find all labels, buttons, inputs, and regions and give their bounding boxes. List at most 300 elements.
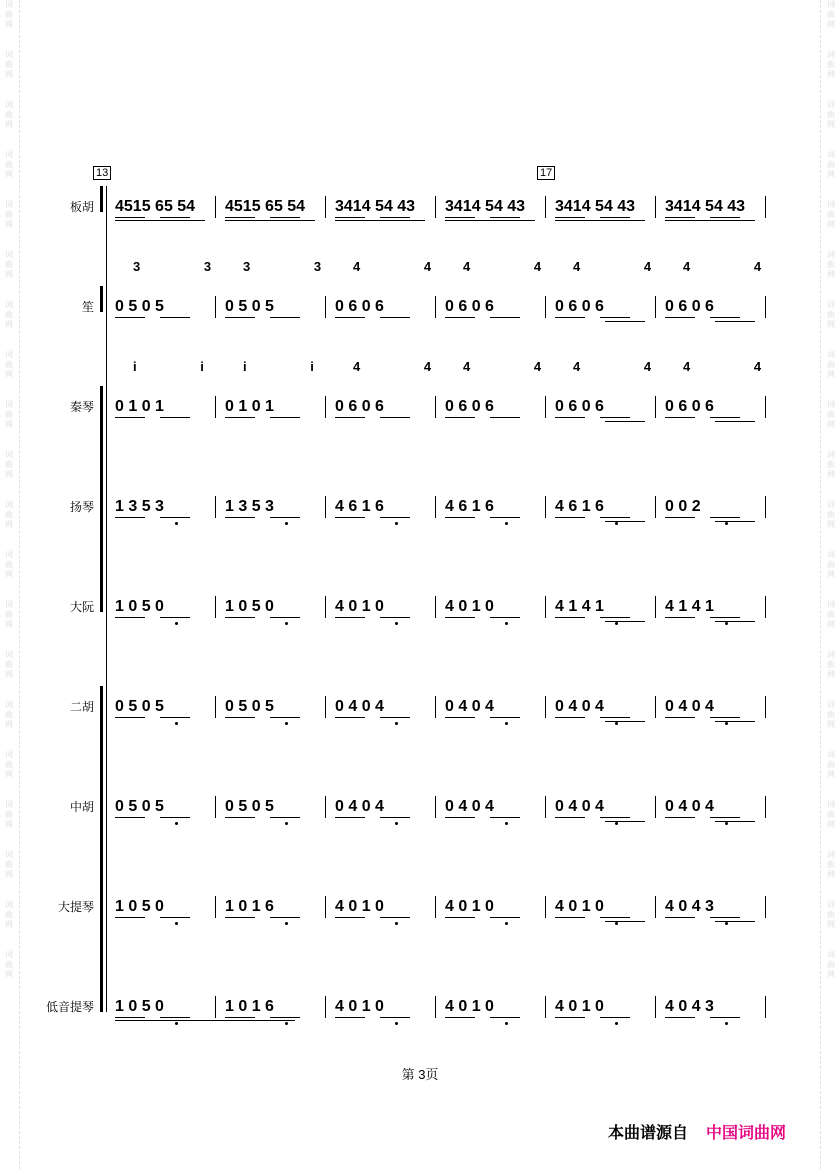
beam-line: [555, 517, 585, 518]
beam-line: [225, 220, 315, 221]
bar-line: [655, 996, 656, 1018]
measure-notes: 1 0 5 0: [115, 898, 164, 915]
measure-notes: 4 1 4 1: [555, 598, 604, 615]
octave-dot: [395, 922, 398, 925]
bar-line: [435, 396, 436, 418]
octave-dot: [395, 522, 398, 525]
instrument-label: 扬琴: [69, 500, 94, 514]
rehearsal-mark-17: 17: [537, 166, 555, 180]
bar-line: [435, 796, 436, 818]
beam-line: [115, 517, 145, 518]
beam-line: [335, 817, 365, 818]
measure-notes: 4 0 1 0: [335, 598, 384, 615]
measure-notes: 0 6 0 6: [555, 298, 604, 315]
beam-line: [555, 220, 645, 221]
rehearsal-mark-13: 13: [93, 166, 111, 180]
measure-notes: 0 4 0 4: [445, 798, 494, 815]
beam-line: [710, 917, 740, 918]
beam-line: [710, 617, 740, 618]
beam-line: [445, 617, 475, 618]
octave-dot: [615, 822, 618, 825]
beam-line: [115, 417, 145, 418]
beam-line: [600, 617, 630, 618]
octave-dot: [725, 922, 728, 925]
beam-line: [225, 817, 255, 818]
bar-line: [435, 596, 436, 618]
beam-line: [600, 1017, 630, 1018]
beam-line: [335, 417, 365, 418]
bar-line: [545, 296, 546, 318]
octave-dot: [725, 722, 728, 725]
beam-line: [115, 317, 145, 318]
bar-line: [545, 996, 546, 1018]
octave-dot: [285, 1022, 288, 1025]
measure-notes: 4 0 1 0: [335, 998, 384, 1015]
beam-line: [160, 617, 190, 618]
beam-line: [270, 417, 300, 418]
measure-notes: 0 6 0 6: [665, 398, 714, 415]
source-credit: [608, 1120, 786, 1143]
bar-line: [545, 896, 546, 918]
beam-line: [380, 917, 410, 918]
measure-notes: 0 6 0 6: [445, 398, 494, 415]
bar-line: [215, 296, 216, 318]
bar-line: [215, 596, 216, 618]
beam-line: [380, 817, 410, 818]
bar-line: [545, 496, 546, 518]
beam-line: [160, 717, 190, 718]
instrument-label: 低音提琴: [45, 1000, 94, 1014]
beam-line: [445, 217, 475, 218]
beam-line: [270, 1017, 300, 1018]
beam-line: [490, 917, 520, 918]
beam-line: [600, 517, 630, 518]
beam-line-double: [715, 921, 755, 922]
beam-line: [270, 917, 300, 918]
beam-line: [380, 517, 410, 518]
beam-line: [710, 717, 740, 718]
beam-line: [270, 617, 300, 618]
instrument-label: 板胡: [69, 200, 94, 214]
bar-line: [215, 896, 216, 918]
beam-line: [490, 417, 520, 418]
beam-line: [380, 617, 410, 618]
octave-dot: [395, 722, 398, 725]
beam-line: [490, 617, 520, 618]
beam-line-double: [715, 321, 755, 322]
measure-notes: 0 1 0 1: [225, 398, 274, 415]
beam-line: [380, 717, 410, 718]
beam-line-double: [605, 321, 645, 322]
octave-dot: [725, 522, 728, 525]
beam-line: [600, 217, 630, 218]
beam-line: [115, 217, 145, 218]
beam-line: [665, 317, 695, 318]
measure-notes: 4 6 1 6: [335, 498, 384, 515]
beam-line: [555, 1017, 585, 1018]
bass-beam-long: [115, 1020, 295, 1021]
beam-line: [600, 817, 630, 818]
measure-notes: 0 1 0 1: [115, 398, 164, 415]
measure-notes: 0 6 0 6: [335, 298, 384, 315]
bar-line: [325, 596, 326, 618]
bar-line: [765, 796, 766, 818]
beam-line: [490, 317, 520, 318]
bar-line: [655, 396, 656, 418]
beam-line: [335, 1017, 365, 1018]
beam-line-double: [605, 521, 645, 522]
instrument-label: 中胡: [69, 800, 94, 814]
chord-upper-notes: 4 4: [463, 359, 572, 374]
octave-dot: [725, 1022, 728, 1025]
measure-notes: 0 4 0 4: [555, 798, 604, 815]
bar-line: [325, 996, 326, 1018]
measure-notes: 4515 65 54: [115, 198, 196, 215]
bar-line: [325, 796, 326, 818]
octave-dot: [615, 1022, 618, 1025]
measure-notes: 0 4 0 4: [335, 698, 384, 715]
bar-line: [765, 896, 766, 918]
octave-dot: [285, 722, 288, 725]
beam-line: [665, 220, 755, 221]
beam-line: [335, 717, 365, 718]
chord-upper-notes: 4 4: [573, 359, 682, 374]
octave-dot: [175, 1022, 178, 1025]
bar-line: [655, 696, 656, 718]
beam-line: [115, 817, 145, 818]
octave-dot: [505, 1022, 508, 1025]
bar-line: [215, 996, 216, 1018]
measure-notes: 0 5 0 5: [115, 698, 164, 715]
measure-notes: 0 4 0 4: [665, 698, 714, 715]
octave-dot: [615, 622, 618, 625]
bar-line: [325, 396, 326, 418]
measure-notes: 0 6 0 6: [445, 298, 494, 315]
beam-line: [115, 1017, 145, 1018]
bar-line: [435, 896, 436, 918]
measure-notes: 1 0 5 0: [225, 598, 274, 615]
system-brace-plucked: [100, 386, 103, 612]
chord-upper-notes: i i: [243, 359, 344, 374]
chord-upper-notes: 4 4: [683, 259, 792, 274]
beam-line: [270, 817, 300, 818]
beam-line: [335, 217, 365, 218]
chord-upper-notes: 4 4: [353, 259, 462, 274]
page-number: 第 3页: [401, 1067, 439, 1082]
beam-line: [600, 317, 630, 318]
measure-notes: 3414 54 43: [335, 198, 416, 215]
instrument-label: 大提琴: [57, 900, 94, 914]
bar-line: [215, 796, 216, 818]
beam-line: [490, 817, 520, 818]
beam-line: [270, 317, 300, 318]
beam-line: [225, 417, 255, 418]
beam-line: [665, 817, 695, 818]
beam-line: [160, 517, 190, 518]
source-site-link[interactable]: 中国词曲网: [706, 1125, 787, 1142]
beam-line: [665, 1017, 695, 1018]
beam-line: [445, 417, 475, 418]
beam-line-double: [715, 421, 755, 422]
bar-line: [765, 596, 766, 618]
measure-notes: 4 0 1 0: [445, 998, 494, 1015]
octave-dot: [505, 522, 508, 525]
octave-dot: [615, 522, 618, 525]
measure-notes: 0 0 2: [665, 498, 701, 515]
octave-dot: [725, 622, 728, 625]
measure-notes: 1 3 5 3: [115, 498, 164, 515]
beam-line: [115, 220, 205, 221]
measure-notes: 4515 65 54: [225, 198, 306, 215]
bar-line: [215, 196, 216, 218]
beam-line: [445, 220, 535, 221]
octave-dot: [175, 822, 178, 825]
beam-line: [115, 717, 145, 718]
measure-notes: 4 6 1 6: [555, 498, 604, 515]
system-brace-banhu: [100, 186, 103, 212]
chord-upper-notes: 4 4: [353, 359, 462, 374]
beam-line: [225, 717, 255, 718]
beam-line: [490, 1017, 520, 1018]
measure-notes: 3414 54 43: [665, 198, 746, 215]
system-line-left: [106, 186, 107, 1012]
measure-notes: 0 4 0 4: [445, 698, 494, 715]
beam-line: [555, 417, 585, 418]
beam-line: [445, 1017, 475, 1018]
octave-dot: [175, 522, 178, 525]
beam-line: [160, 217, 190, 218]
bar-line: [655, 296, 656, 318]
beam-line: [445, 517, 475, 518]
beam-line: [160, 1017, 190, 1018]
system-brace-strings: [100, 686, 103, 1012]
beam-line-double: [605, 821, 645, 822]
bar-line: [655, 896, 656, 918]
chord-upper-notes: 3 3: [133, 259, 242, 274]
beam-line: [225, 617, 255, 618]
beam-line: [490, 517, 520, 518]
measure-notes: 0 5 0 5: [225, 298, 274, 315]
beam-line: [445, 917, 475, 918]
chord-upper-notes: i i: [133, 359, 234, 374]
measure-notes: 0 6 0 6: [335, 398, 384, 415]
beam-line: [380, 317, 410, 318]
beam-line: [335, 220, 425, 221]
measure-notes: 4 6 1 6: [445, 498, 494, 515]
beam-line-double: [605, 921, 645, 922]
beam-line: [710, 517, 740, 518]
bar-line: [325, 296, 326, 318]
beam-line: [380, 1017, 410, 1018]
octave-dot: [285, 822, 288, 825]
beam-line: [270, 717, 300, 718]
beam-line: [225, 517, 255, 518]
chord-upper-notes: 4 4: [573, 259, 682, 274]
chord-upper-notes: 3 3: [243, 259, 352, 274]
bar-line: [435, 496, 436, 518]
beam-line: [445, 717, 475, 718]
bar-line: [655, 596, 656, 618]
octave-dot: [285, 922, 288, 925]
instrument-label: 二胡: [69, 700, 94, 714]
beam-line: [710, 317, 740, 318]
beam-line: [490, 717, 520, 718]
beam-line: [665, 917, 695, 918]
beam-line-double: [715, 821, 755, 822]
watermark-right: 词 曲 网 词 曲 网 词 曲 网 词 曲 网 词 曲 网 词 曲 网 词 曲 网 词 曲 网 词 曲 网 词 曲 网 词 曲 网 词 曲 网 词 曲 网 词 曲 网 词 曲 网 词 曲 网 词 曲 网 词 曲 网 词 曲 网 词 曲 网: [820, 0, 837, 1169]
octave-dot: [285, 522, 288, 525]
measure-notes: 0 6 0 6: [555, 398, 604, 415]
measure-notes: 4 0 4 3: [665, 998, 714, 1015]
beam-line-double: [715, 521, 755, 522]
octave-dot: [285, 622, 288, 625]
beam-line: [710, 817, 740, 818]
octave-dot: [395, 622, 398, 625]
octave-dot: [395, 1022, 398, 1025]
measure-notes: 4 0 1 0: [555, 998, 604, 1015]
beam-line: [555, 617, 585, 618]
bar-line: [325, 496, 326, 518]
bar-line: [545, 196, 546, 218]
bar-line: [545, 596, 546, 618]
beam-line-double: [605, 721, 645, 722]
measure-notes: 1 0 1 6: [225, 998, 274, 1015]
measure-notes: 0 4 0 4: [555, 698, 604, 715]
system-brace-sheng: [100, 286, 103, 312]
measure-notes: 1 3 5 3: [225, 498, 274, 515]
beam-line: [555, 717, 585, 718]
bar-line: [545, 796, 546, 818]
beam-line: [270, 517, 300, 518]
bar-line: [435, 296, 436, 318]
beam-line-double: [605, 421, 645, 422]
beam-line: [115, 917, 145, 918]
beam-line: [665, 617, 695, 618]
beam-line: [160, 317, 190, 318]
beam-line: [160, 817, 190, 818]
beam-line: [710, 417, 740, 418]
octave-dot: [175, 622, 178, 625]
bar-line: [765, 396, 766, 418]
measure-notes: 0 5 0 5: [225, 698, 274, 715]
measure-notes: 4 0 1 0: [445, 898, 494, 915]
bar-line: [765, 996, 766, 1018]
bar-line: [655, 196, 656, 218]
measure-notes: 0 5 0 5: [115, 298, 164, 315]
beam-line: [115, 617, 145, 618]
beam-line: [270, 217, 300, 218]
bar-line: [215, 396, 216, 418]
bar-line: [215, 496, 216, 518]
chord-upper-notes: 4 4: [463, 259, 572, 274]
bar-line: [325, 896, 326, 918]
measure-notes: 4 0 1 0: [335, 898, 384, 915]
instrument-label: 大阮: [69, 600, 94, 614]
beam-line: [225, 1017, 255, 1018]
beam-line: [555, 217, 585, 218]
bar-line: [765, 296, 766, 318]
chord-upper-notes: 4 4: [683, 359, 792, 374]
bar-line: [545, 396, 546, 418]
instrument-label: 笙: [81, 300, 94, 314]
beam-line: [555, 917, 585, 918]
octave-dot: [505, 622, 508, 625]
measure-notes: 0 6 0 6: [665, 298, 714, 315]
beam-line: [335, 517, 365, 518]
bar-line: [655, 796, 656, 818]
beam-line: [665, 417, 695, 418]
measure-notes: 0 5 0 5: [115, 798, 164, 815]
beam-line: [600, 417, 630, 418]
measure-notes: 3414 54 43: [445, 198, 526, 215]
instrument-label: 秦琴: [69, 400, 94, 414]
octave-dot: [615, 922, 618, 925]
bar-line: [435, 196, 436, 218]
beam-line: [335, 317, 365, 318]
beam-line: [445, 317, 475, 318]
beam-line: [335, 617, 365, 618]
bar-line: [765, 196, 766, 218]
measure-notes: 3414 54 43: [555, 198, 636, 215]
beam-line: [665, 217, 695, 218]
bar-line: [435, 696, 436, 718]
measure-notes: 0 4 0 4: [665, 798, 714, 815]
watermark-left: 词 曲 网 词 曲 网 词 曲 网 词 曲 网 词 曲 网 词 曲 网 词 曲 网 词 曲 网 词 曲 网 词 曲 网 词 曲 网 词 曲 网 词 曲 网 词 曲 网 词 曲 网 词 曲 网 词 曲 网 词 曲 网 词 曲 网 词 曲 网: [3, 0, 20, 1169]
octave-dot: [175, 722, 178, 725]
beam-line-double: [715, 621, 755, 622]
beam-line: [555, 817, 585, 818]
beam-line: [225, 317, 255, 318]
beam-line: [445, 817, 475, 818]
bar-line: [765, 496, 766, 518]
bar-line: [545, 696, 546, 718]
measure-notes: 4 0 1 0: [555, 898, 604, 915]
beam-line: [380, 217, 410, 218]
bar-line: [655, 496, 656, 518]
beam-line: [335, 917, 365, 918]
bar-line: [325, 196, 326, 218]
measure-notes: 1 0 5 0: [115, 998, 164, 1015]
beam-line-double: [605, 621, 645, 622]
beam-line: [380, 417, 410, 418]
beam-line: [225, 917, 255, 918]
octave-dot: [615, 722, 618, 725]
bar-line: [435, 996, 436, 1018]
measure-notes: 4 0 4 3: [665, 898, 714, 915]
beam-line: [665, 717, 695, 718]
octave-dot: [505, 922, 508, 925]
measure-notes: 4 0 1 0: [445, 598, 494, 615]
measure-notes: 1 0 1 6: [225, 898, 274, 915]
beam-line: [160, 917, 190, 918]
beam-line: [160, 417, 190, 418]
bar-line: [765, 696, 766, 718]
octave-dot: [505, 822, 508, 825]
beam-line-double: [715, 721, 755, 722]
bar-line: [215, 696, 216, 718]
octave-dot: [725, 822, 728, 825]
beam-line: [225, 217, 255, 218]
measure-notes: 0 5 0 5: [225, 798, 274, 815]
beam-line: [490, 217, 520, 218]
bar-line: [325, 696, 326, 718]
beam-line: [555, 317, 585, 318]
beam-line: [710, 217, 740, 218]
measure-notes: 4 1 4 1: [665, 598, 714, 615]
beam-line: [600, 917, 630, 918]
beam-line: [600, 717, 630, 718]
octave-dot: [395, 822, 398, 825]
